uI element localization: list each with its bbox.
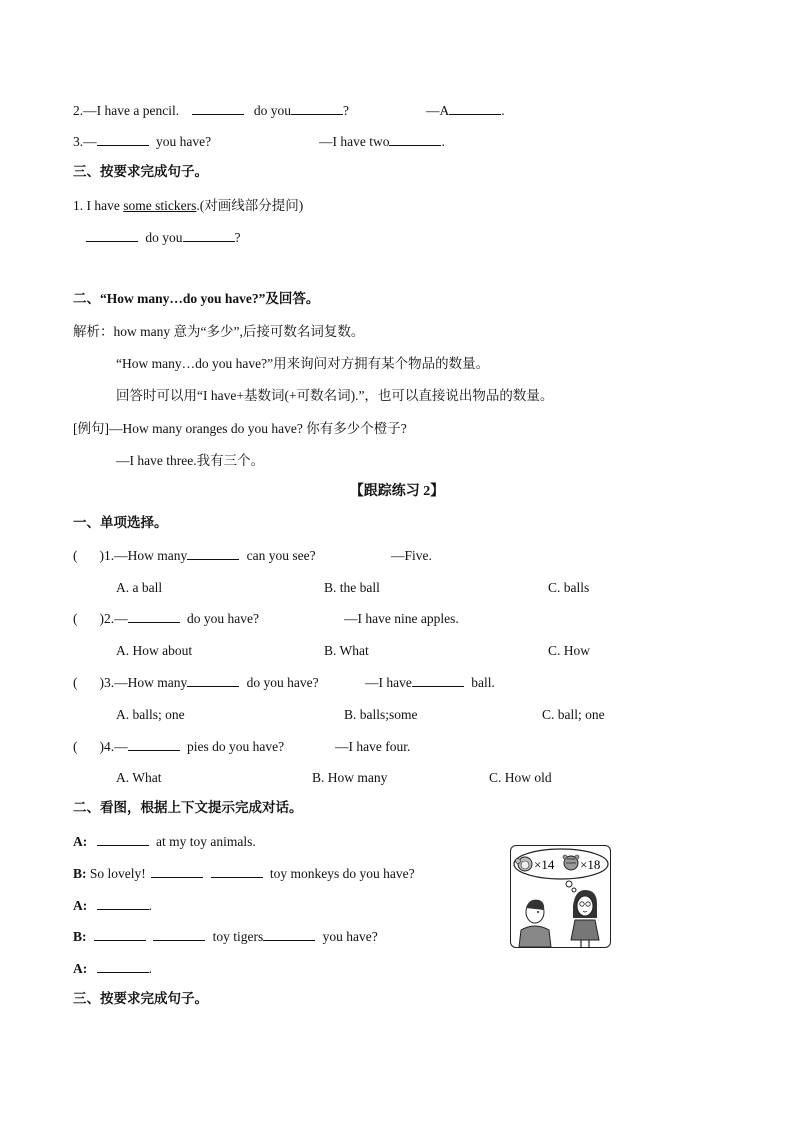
option-a[interactable]: A. What: [116, 770, 162, 785]
answer-blank[interactable]: [128, 610, 180, 623]
dialogue-text: at my toy animals.: [156, 834, 256, 849]
choice-question-3: [73, 674, 319, 692]
answer-blank[interactable]: [97, 960, 149, 973]
underlined-phrase: some stickers: [123, 198, 197, 213]
dialogue-text: So lovely!: [89, 866, 146, 881]
question-3-num: 3.—: [73, 134, 97, 149]
question-3-mid: you have?: [156, 134, 212, 149]
option-b[interactable]: B. the ball: [324, 580, 380, 595]
dialogue-line-1: [73, 833, 256, 851]
girl-figure: [571, 890, 599, 947]
option-a[interactable]: A. balls; one: [116, 707, 185, 722]
tiger-count: ×18: [580, 857, 601, 872]
period: .: [148, 961, 152, 976]
option-c[interactable]: C. balls: [548, 580, 590, 595]
dialogue-line-5: [73, 960, 152, 978]
answer-blank[interactable]: [97, 897, 149, 910]
section-heading-single-choice: 一、单项选择。: [73, 515, 168, 530]
bubble-dot: [572, 888, 576, 892]
answer-blank[interactable]: [153, 928, 205, 941]
answer-blank[interactable]: [151, 865, 203, 878]
section-heading-complete-sentences-2: 三、按要求完成句子。: [73, 991, 208, 1006]
answer-text: —I have: [365, 675, 412, 690]
option-c[interactable]: C. How old: [489, 770, 552, 785]
answer-blank[interactable]: [291, 102, 343, 115]
answer-blank[interactable]: [97, 833, 149, 846]
answer-blank[interactable]: [263, 928, 315, 941]
rewrite-answer-1: [86, 229, 241, 247]
grammar-paragraph-2: “How many…do you have?”用来询问对方拥有某个物品的数量。: [116, 356, 490, 371]
q1-instruction: .(对画线部分提问): [196, 198, 304, 213]
answer-blank[interactable]: [211, 865, 263, 878]
speaker-a: A:: [73, 834, 88, 849]
question-2-answer: [426, 102, 505, 120]
question-text: )1.—How many: [99, 548, 188, 563]
dialogue-text: toy tigers: [212, 929, 264, 944]
question-2-line: [73, 102, 349, 120]
speaker-b: B:: [73, 866, 87, 881]
question-mark: ?: [234, 230, 241, 245]
choice-question-1: [73, 547, 316, 565]
grammar-analysis: 解析：how many 意为“多少”,后接可数名词复数。: [73, 324, 365, 339]
illustration-svg: [511, 846, 610, 947]
answer-prefix: —I have two: [319, 134, 390, 149]
question-text: )4.—: [99, 739, 128, 754]
speaker-a: A:: [73, 961, 88, 976]
choice-question-4: [73, 738, 284, 756]
grammar-heading: 二、“How many…do you have?”及回答。: [73, 291, 320, 306]
question-text: do you have?: [246, 675, 319, 690]
answer-blank[interactable]: [183, 229, 235, 242]
q1-prefix: 1. I have: [73, 198, 124, 213]
question-3-answer: [319, 133, 445, 151]
dialogue-line-2: [73, 865, 415, 883]
question-text: )2.—: [99, 611, 128, 626]
option-c[interactable]: C. How: [548, 643, 591, 658]
choice-question-2: [73, 610, 259, 628]
answer-text: ball.: [471, 675, 495, 690]
speaker-b: B:: [73, 929, 87, 944]
option-b[interactable]: B. What: [324, 643, 369, 658]
answer-blank[interactable]: [187, 674, 239, 687]
practice-title: 【跟踪练习 2】: [349, 484, 445, 499]
answer-paren: (: [73, 675, 78, 690]
question-text: pies do you have?: [187, 739, 285, 754]
answer-blank[interactable]: [94, 928, 146, 941]
answer-paren: (: [73, 548, 78, 563]
tiger-icon: [563, 855, 579, 870]
answer-blank[interactable]: [128, 738, 180, 751]
question-2-mid: do you: [253, 103, 291, 118]
example-question: [例句]—How many oranges do you have? 你有多少个橙子?: [73, 421, 407, 436]
question-3-line: [73, 133, 211, 151]
rewrite-question-1: [73, 197, 303, 215]
choice-answer-2: —I have nine apples.: [344, 611, 459, 626]
q1-mid: do you: [145, 230, 183, 245]
monkey-count: ×14: [534, 857, 555, 872]
dialogue-text: toy monkeys do you have?: [269, 866, 415, 881]
question-text: can you see?: [246, 548, 316, 563]
answer-blank[interactable]: [412, 674, 464, 687]
question-mark: ?: [342, 103, 349, 118]
period: .: [148, 898, 152, 913]
dialogue-line-3: [73, 897, 152, 915]
period: .: [441, 134, 445, 149]
dialogue-line-4: [73, 928, 378, 946]
answer-paren: (: [73, 739, 78, 754]
choice-answer-4: —I have four.: [335, 739, 411, 754]
speaker-a: A:: [73, 898, 88, 913]
option-a[interactable]: A. How about: [116, 643, 193, 658]
option-c[interactable]: C. ball; one: [542, 707, 605, 722]
boy-figure: [519, 900, 551, 947]
option-b[interactable]: B. How many: [312, 770, 388, 785]
period: .: [501, 103, 505, 118]
choice-answer-1: —Five.: [391, 548, 432, 563]
example-answer: —I have three.我有三个。: [116, 453, 265, 468]
answer-paren: (: [73, 611, 78, 626]
answer-blank[interactable]: [192, 102, 244, 115]
bubble-dot: [566, 881, 572, 887]
question-2-text: 2.—I have a pencil.: [73, 103, 180, 118]
question-text: )3.—How many: [99, 675, 188, 690]
option-b[interactable]: B. balls;some: [344, 707, 418, 722]
question-text: do you have?: [187, 611, 259, 626]
dialogue-text: you have?: [322, 929, 378, 944]
answer-blank[interactable]: [187, 547, 239, 560]
section-heading-dialogue: 二、看图，根据上下文提示完成对话。: [73, 800, 303, 815]
grammar-paragraph-3: 回答时可以用“I have+基数词(+可数名词).”，也可以直接说出物品的数量。: [116, 388, 554, 403]
choice-answer-3: [365, 674, 495, 692]
section-heading-complete-sentences: 三、按要求完成句子。: [73, 164, 208, 179]
answer-blank[interactable]: [449, 102, 501, 115]
answer-blank[interactable]: [97, 133, 149, 146]
option-a[interactable]: A. a ball: [116, 580, 163, 595]
toy-count-illustration: [510, 845, 611, 948]
answer-blank[interactable]: [86, 229, 138, 242]
answer-blank[interactable]: [389, 133, 441, 146]
answer-prefix: —A: [426, 103, 450, 118]
